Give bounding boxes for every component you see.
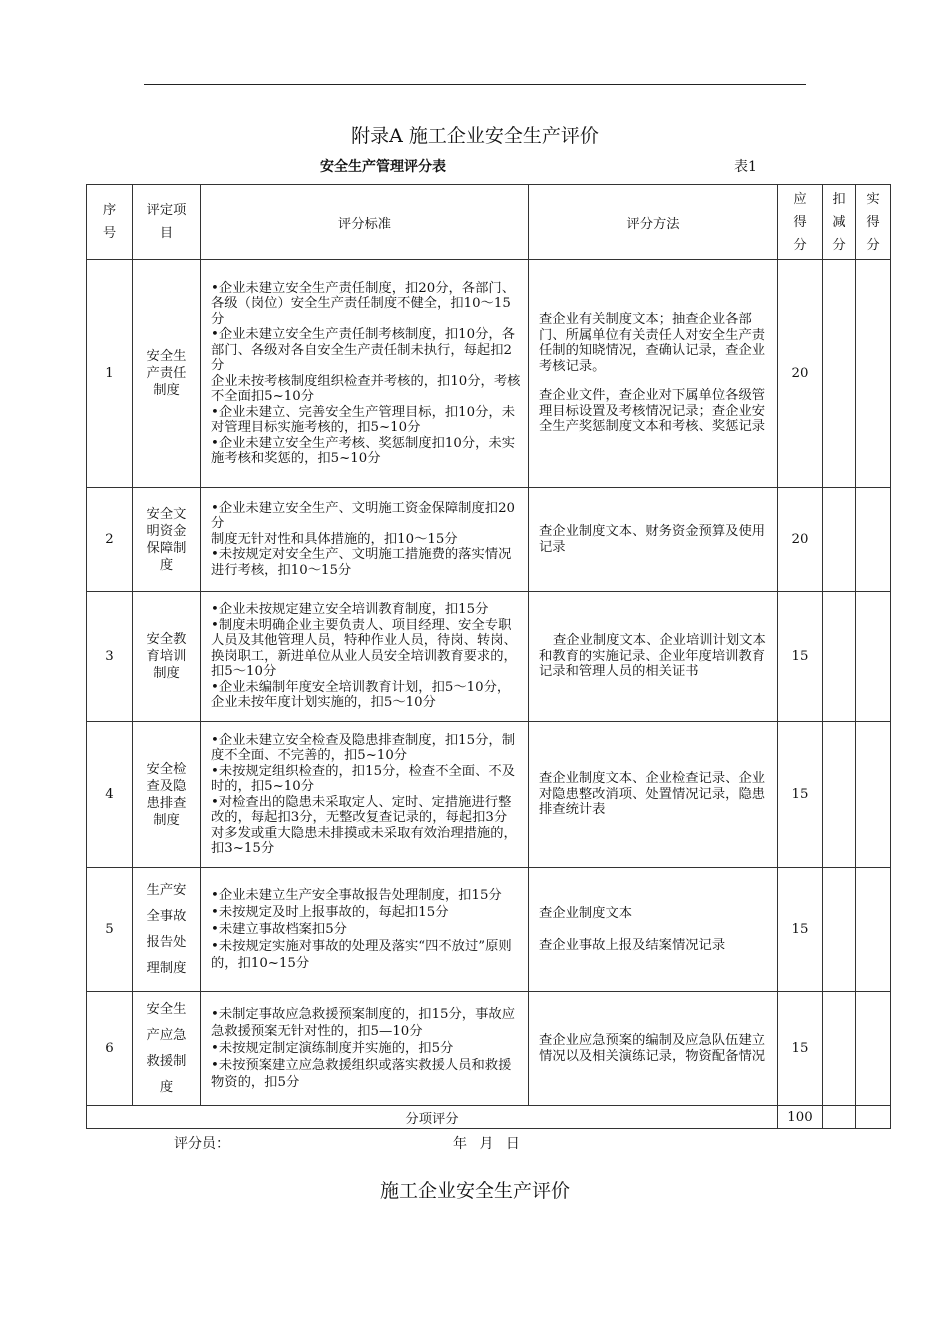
col-header-due: 应得分 xyxy=(778,185,823,260)
row-deduct-score xyxy=(823,722,856,868)
row-deduct-score xyxy=(823,260,856,488)
row-deduct-score xyxy=(823,868,856,992)
row-method: 查企业制度文本、财务资金预算及使用记录 xyxy=(529,488,778,592)
col-header-seq: 序号 xyxy=(87,185,133,260)
row-seq: 4 xyxy=(87,722,133,868)
row-seq: 3 xyxy=(87,592,133,722)
row-criteria: •企业未建立安全生产、文明施工资金保障制度扣20分 制度无针对性和具体措施的，扣10～15分 •未按规定对安全生产、文明施工措施费的落实情况进行考核，扣10～15分 xyxy=(201,488,529,592)
row-due-score: 20 xyxy=(778,488,823,592)
summary-label: 分项评分 xyxy=(87,1106,778,1129)
date-label: 年 月 日 xyxy=(453,1136,520,1152)
row-due-score: 20 xyxy=(778,260,823,488)
row-due-score: 15 xyxy=(778,868,823,992)
page-title: 附录A 施工企业安全生产评价 xyxy=(351,125,599,147)
col-header-actual: 实得分 xyxy=(856,185,891,260)
row-seq: 1 xyxy=(87,260,133,488)
row-method: 查企业制度文本、企业检查记录、企业对隐患整改消项、处置情况记录，隐患排查统计表 xyxy=(529,722,778,868)
row-deduct-score xyxy=(823,592,856,722)
row-criteria: •企业未建立生产安全事故报告处理制度，扣15分 •未按规定及时上报事故的，每起扣15分 •未建立事故档案扣5分 •未按规定实施对事故的处理及落实“四不放过”原则的，扣10~15分 xyxy=(201,868,529,992)
row-deduct-score xyxy=(823,488,856,592)
row-criteria: •企业未建立安全生产责任制度，扣20分，各部门、各级（岗位）安全生产责任制度不健全，扣10～15分 •企业未建立安全生产责任制考核制度，扣10分，各部门、各级对各自安全生产责任制未执行，每起扣2分 企业未按考核制度组织检查并考核的，扣10分，考核不全面扣5~10分 •企业未建立、完善安全生产管理目标，扣10分，未对管理目标实施考核的，扣5~10分 •企业未建立安全生产考核、奖惩制度扣10分，未实施考核和奖惩的，扣5~10分 xyxy=(201,260,529,488)
row-criteria: •企业未按规定建立安全培训教育制度，扣15分 •制度未明确企业主要负责人、项目经理、安全专职人员及其他管理人员，特种作业人员，待岗、转岗、换岗职工，新进单位从业人员安全培训教育要求的，扣5～10分 •企业未编制年度安全培训教育计划，扣5～10分，企业未按年度计划实施的，扣5～10分 xyxy=(201,592,529,722)
row-item: 安全生产责任制度 xyxy=(133,260,201,488)
row-due-score: 15 xyxy=(778,592,823,722)
row-item: 安全文明资金保障制度 xyxy=(133,488,201,592)
row-actual-score xyxy=(856,722,891,868)
scorer-label: 评分员： xyxy=(174,1136,230,1152)
summary-deduct xyxy=(823,1106,856,1129)
col-header-item: 评定项目 xyxy=(133,185,201,260)
row-deduct-score xyxy=(823,992,856,1106)
row-item: 生产安全事故报告处理制度 xyxy=(133,868,201,992)
row-method: 查企业有关制度文本；抽查企业各部门、所属单位有关责任人对安全生产责任制的知晓情况，查确认记录，查企业考核记录。 查企业文件，查企业对下属单位各级管理目标设置及考核情况记录；查企业安全生产奖惩制度文本和考核、奖惩记录 xyxy=(529,260,778,488)
col-header-deduct: 扣减分 xyxy=(823,185,856,260)
row-item: 安全检查及隐患排查制度 xyxy=(133,722,201,868)
table-row xyxy=(87,592,891,722)
summary-row xyxy=(87,1106,891,1129)
row-actual-score xyxy=(856,260,891,488)
header-rule xyxy=(144,84,806,85)
row-seq: 6 xyxy=(87,992,133,1106)
table-subtitle: 安全生产管理评分表 xyxy=(320,159,446,175)
row-seq: 5 xyxy=(87,868,133,992)
row-actual-score xyxy=(856,992,891,1106)
summary-actual xyxy=(856,1106,891,1129)
table-row xyxy=(87,722,891,868)
section-title: 施工企业安全生产评价 xyxy=(379,1180,570,1202)
table-row xyxy=(87,868,891,992)
col-header-method: 评分方法 xyxy=(529,185,778,260)
row-method: 查企业应急预案的编制及应急队伍建立情况以及相关演练记录，物资配备情况 xyxy=(529,992,778,1106)
row-actual-score xyxy=(856,488,891,592)
col-header-criteria: 评分标准 xyxy=(201,185,529,260)
row-method: 查企业制度文本 查企业事故上报及结案情况记录 xyxy=(529,868,778,992)
row-method: 查企业制度文本、企业培训计划文本和教育的实施记录、企业年度培训教育记录和管理人员的相关证书 xyxy=(529,592,778,722)
row-due-score: 15 xyxy=(778,992,823,1106)
summary-total: 100 xyxy=(778,1106,823,1129)
row-criteria: •企业未建立安全检查及隐患排查制度，扣15分，制度不全面、不完善的，扣5~10分 •未按规定组织检查的，扣15分，检查不全面、不及时的，扣5~10分 •对检查出的隐患未采取定人、定时、定措施进行整改的，每起扣3分，无整改复查记录的，每起扣3分 对多发或重大隐患未排摸或未采取有效治理措施的，扣3~15分 xyxy=(201,722,529,868)
row-criteria: •未制定事故应急救援预案制度的，扣15分，事故应急救援预案无针对性的，扣5—10分 •未按规定制定演练制度并实施的，扣5分 •未按预案建立应急救援组织或落实救援人员和救援物资的，扣5分 xyxy=(201,992,529,1106)
row-item: 安全生产应急救援制度 xyxy=(133,992,201,1106)
table-header-row xyxy=(87,185,891,260)
table-number: 表1 xyxy=(734,159,757,175)
score-table xyxy=(86,184,891,1129)
table-row xyxy=(87,260,891,488)
row-item: 安全教育培训制度 xyxy=(133,592,201,722)
row-due-score: 15 xyxy=(778,722,823,868)
row-actual-score xyxy=(856,868,891,992)
table-row xyxy=(87,992,891,1106)
row-actual-score xyxy=(856,592,891,722)
table-row xyxy=(87,488,891,592)
row-seq: 2 xyxy=(87,488,133,592)
